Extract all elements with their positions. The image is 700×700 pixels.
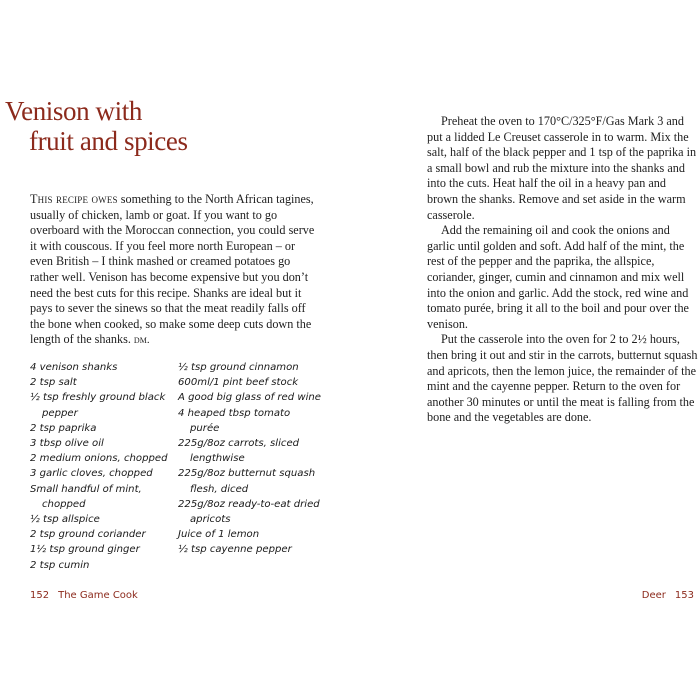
method-paragraph: Preheat the oven to 170°C/325°F/Gas Mark 3 and put a lidded Le Creuset casserole in to warm. Mix the salt, half of the black pepper and 1 tsp of the paprika in a small bowl and rub the mixture into the shanks and into the cuts. Heat half the oil in a heavy pan and brown the shanks. Remove and set aside in the warm casserole. <box>427 114 697 222</box>
right-page <box>350 0 700 700</box>
ingredient-item: 1½ tsp ground ginger <box>30 544 140 556</box>
ingredient-item: 4 heaped tbsp tomato purée <box>178 407 291 434</box>
left-page-footer <box>30 590 138 601</box>
ingredients-list-column-2 <box>178 360 328 558</box>
intro-body-text: something to the North African tagines, usually of chicken, lamb or goat. If you want to go overboard with the Moroccan connection, you could serve it with couscous. If you feel more north European – or even British – I think mashed or creamed potatoes go rather well. Venison has become expensive but you don’t need the best cuts for this recipe. Shanks are ideal but it pays to sever the sinews so that the meat readily falls off the bone when cooked, so make some deep cuts down the length of the shanks. <box>30 192 315 347</box>
ingredient-item: Juice of 1 lemon <box>178 529 260 541</box>
ingredient-item: 2 medium onions, chopped <box>30 453 168 465</box>
ingredient-item: 3 garlic cloves, chopped <box>30 468 153 480</box>
method-paragraph: Add the remaining oil and cook the onions and garlic until golden and soft. Add half of the mint, the rest of the pepper and the paprika, the allspice, coriander, ginger, cumin and cinnamon and mix well into the onion and garlic. Add the stock, red wine and tomato purée, bring it all to the boil and pour over the venison. <box>427 223 689 331</box>
recipe-title-line-1: Venison with <box>5 96 142 126</box>
ingredient-item: ½ tsp cayenne pepper <box>178 544 292 556</box>
ingredient-item: 2 tsp ground coriander <box>30 529 146 541</box>
chapter-name: Deer <box>641 590 666 601</box>
ingredient-item: 4 venison shanks <box>30 362 118 373</box>
author-initials: dm. <box>133 334 150 347</box>
ingredients-list-column-1 <box>30 360 180 573</box>
recipe-introduction <box>30 192 315 349</box>
method-text <box>427 114 699 426</box>
ingredient-item: 2 tsp salt <box>30 377 77 389</box>
ingredient-item: 225g/8oz butternut squash flesh, diced <box>178 468 316 495</box>
right-page-footer <box>642 590 694 601</box>
recipe-title-line-2: fruit and spices <box>29 126 188 156</box>
ingredient-item: 225g/8oz carrots, sliced lengthwise <box>178 438 300 465</box>
ingredient-item: ½ tsp freshly ground black pepper <box>30 392 166 419</box>
ingredient-item: A good big glass of red wine <box>178 392 322 404</box>
ingredient-item: Small handful of mint, chopped <box>30 483 142 510</box>
intro-lead-in: This recipe owes <box>30 192 118 206</box>
ingredient-item: ½ tsp allspice <box>30 514 100 526</box>
page-number-left: 152 <box>30 590 50 601</box>
ingredient-item: 2 tsp cumin <box>30 559 90 571</box>
ingredient-item: 225g/8oz ready-to-eat dried apricots <box>178 498 320 526</box>
method-paragraph: Put the casserole into the oven for 2 to 2½ hours, then bring it out and stir in the carrots, butternut squash and apricots, then the lemon juice, the remainder of the mint and the cayenne pepper. Return to the oven for another 30 minutes or until the meat is falling from the bone and the vegetables are done. <box>427 332 698 425</box>
ingredient-item: 600ml/1 pint beef stock <box>178 377 299 389</box>
ingredient-item: ½ tsp ground cinnamon <box>178 362 299 373</box>
page-number-right: 153 <box>674 590 694 601</box>
book-title: The Game Cook <box>58 590 138 601</box>
ingredient-item: 2 tsp paprika <box>30 422 97 434</box>
recipe-title <box>5 96 305 156</box>
ingredient-item: 3 tbsp olive oil <box>30 438 104 450</box>
